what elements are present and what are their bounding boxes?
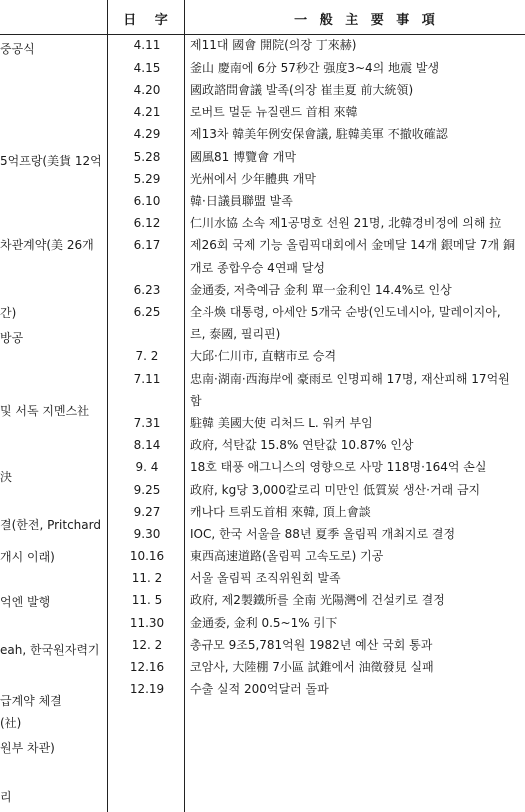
row-date: 4.21 bbox=[133, 105, 161, 119]
row-date: 9.27 bbox=[133, 505, 161, 519]
row-date: 9.30 bbox=[133, 527, 161, 541]
left-fragment-text: 5억프랑(美貨 12억 bbox=[0, 154, 102, 168]
row-date: 12.16 bbox=[129, 660, 165, 674]
row-event: 大邱·仁川市, 直轄市로 승격 bbox=[190, 349, 337, 363]
row-event: 釜山 慶南에 6分 57秒간 强度3~4의 地震 발생 bbox=[190, 61, 440, 75]
row-event: 金通委, 金利 0.5~1% 引下 bbox=[190, 616, 338, 630]
row-event: 르, 泰國, 필리핀) bbox=[190, 327, 281, 341]
left-fragment-text: 개시 이래) bbox=[0, 550, 55, 564]
row-date: 12. 2 bbox=[131, 638, 163, 652]
row-event: 제26회 국제 기능 올림픽대회에서 金메달 14개 銀메달 7개 銅 bbox=[190, 238, 515, 252]
row-date: 4.15 bbox=[133, 61, 161, 75]
row-date: 7. 2 bbox=[135, 349, 159, 363]
row-date: 9. 4 bbox=[135, 460, 159, 474]
event-column-header: 一 般 主 要 事 項 bbox=[294, 13, 436, 28]
row-date: 4.20 bbox=[133, 83, 161, 97]
row-event: 仁川水協 소속 제1공명호 선원 21명, 北韓경비정에 의해 拉 bbox=[190, 216, 502, 230]
row-event: 東西高速道路(올림픽 고속도로) 기공 bbox=[190, 549, 384, 563]
left-fragment-text: 중공식 bbox=[0, 42, 35, 56]
row-date: 6.25 bbox=[133, 305, 161, 319]
left-fragment-text: (社) bbox=[0, 716, 22, 730]
left-fragment-text: eah, 한국원자력기 bbox=[0, 643, 100, 657]
row-event: 로버트 멀둔 뉴질랜드 首相 來韓 bbox=[190, 105, 358, 119]
left-fragment-text: 억엔 발행 bbox=[0, 595, 51, 609]
row-date: 7.11 bbox=[133, 372, 161, 386]
row-event: 개로 종합우승 4연패 달성 bbox=[190, 261, 325, 275]
left-fragment-text: 급계약 체결 bbox=[0, 694, 62, 708]
row-date: 5.29 bbox=[133, 172, 161, 186]
row-event: 忠南·湖南·西海岸에 豪雨로 인명피해 17명, 재산피해 17억원 bbox=[190, 372, 510, 386]
row-event: 光州에서 少年體典 개막 bbox=[190, 172, 316, 186]
row-event: 함 bbox=[190, 394, 202, 408]
left-fragment-text: 결(한전, Pritchard bbox=[0, 518, 101, 532]
row-event: 코암사, 大陸棚 7小區 試錐에서 油徵發見 실패 bbox=[190, 660, 434, 674]
row-date: 4.29 bbox=[133, 127, 161, 141]
left-fragment-text: 방공 bbox=[0, 331, 24, 345]
row-event: 제13차 韓美年例安保會議, 駐韓美軍 不撤收確認 bbox=[190, 127, 448, 141]
row-date: 10.16 bbox=[129, 549, 165, 563]
row-event: 18호 태풍 애그니스의 영향으로 사망 118명·164억 손실 bbox=[190, 460, 487, 474]
row-event: 政府, 제2製鐵所를 全南 光陽灣에 건설키로 결정 bbox=[190, 593, 445, 607]
row-event: 政府, 석탄값 15.8% 연탄값 10.87% 인상 bbox=[190, 438, 414, 452]
row-date: 4.11 bbox=[133, 38, 161, 52]
row-date: 5.28 bbox=[133, 150, 161, 164]
row-date: 8.14 bbox=[133, 438, 161, 452]
left-fragment-text: 차관계약(美 26개 bbox=[0, 238, 94, 252]
row-event: 제11대 國會 開院(의장 丁來赫) bbox=[190, 38, 357, 52]
row-date: 11. 5 bbox=[131, 593, 163, 607]
header-rule bbox=[0, 34, 525, 35]
row-date: 7.31 bbox=[133, 416, 161, 430]
left-fragment-text: 및 서독 지멘스社 bbox=[0, 404, 90, 418]
row-date: 6.12 bbox=[133, 216, 161, 230]
row-date: 6.10 bbox=[133, 194, 161, 208]
left-fragment-text: 決 bbox=[0, 470, 13, 484]
left-fragment-text: 리 bbox=[0, 790, 12, 804]
row-event: 총규모 9조5,781억원 1982년 예산 국회 통과 bbox=[190, 638, 433, 652]
row-event: IOC, 한국 서울을 88년 夏季 올림픽 개최지로 결정 bbox=[190, 527, 456, 541]
row-event: 政府, kg당 3,000칼로리 미만인 低質炭 생산·거래 금지 bbox=[190, 483, 481, 497]
row-event: 수출 실적 200억달러 돌파 bbox=[190, 682, 329, 696]
row-date: 11.30 bbox=[129, 616, 165, 630]
row-date: 12.19 bbox=[129, 682, 165, 696]
column-divider-right bbox=[184, 0, 185, 812]
row-event: 全斗煥 대통령, 아세안 5개국 순방(인도네시아, 말레이지아, bbox=[190, 305, 501, 319]
row-date: 9.25 bbox=[133, 483, 161, 497]
row-date: 6.17 bbox=[133, 238, 161, 252]
row-event: 國風81 博覽會 개막 bbox=[190, 150, 297, 164]
row-date: 11. 2 bbox=[131, 571, 163, 585]
left-fragment-text: 간) bbox=[0, 306, 17, 320]
row-event: 國政諮問會議 발족(의장 崔圭夏 前大統領) bbox=[190, 83, 414, 97]
row-event: 서울 올림픽 조직위원회 발족 bbox=[190, 571, 341, 585]
date-column-header: 日 字 bbox=[123, 13, 169, 28]
row-event: 駐韓 美國大使 리처드 L. 워커 부임 bbox=[190, 416, 373, 430]
row-event: 金通委, 저축예금 金利 單一金利인 14.4%로 인상 bbox=[190, 283, 452, 297]
row-event: 캐나다 트뤼도首相 來韓, 頂上會談 bbox=[190, 505, 371, 519]
row-date: 6.23 bbox=[133, 283, 161, 297]
column-divider-left bbox=[107, 0, 108, 812]
row-event: 韓·日議員聯盟 발족 bbox=[190, 194, 293, 208]
left-fragment-text: 원부 차관) bbox=[0, 741, 55, 755]
